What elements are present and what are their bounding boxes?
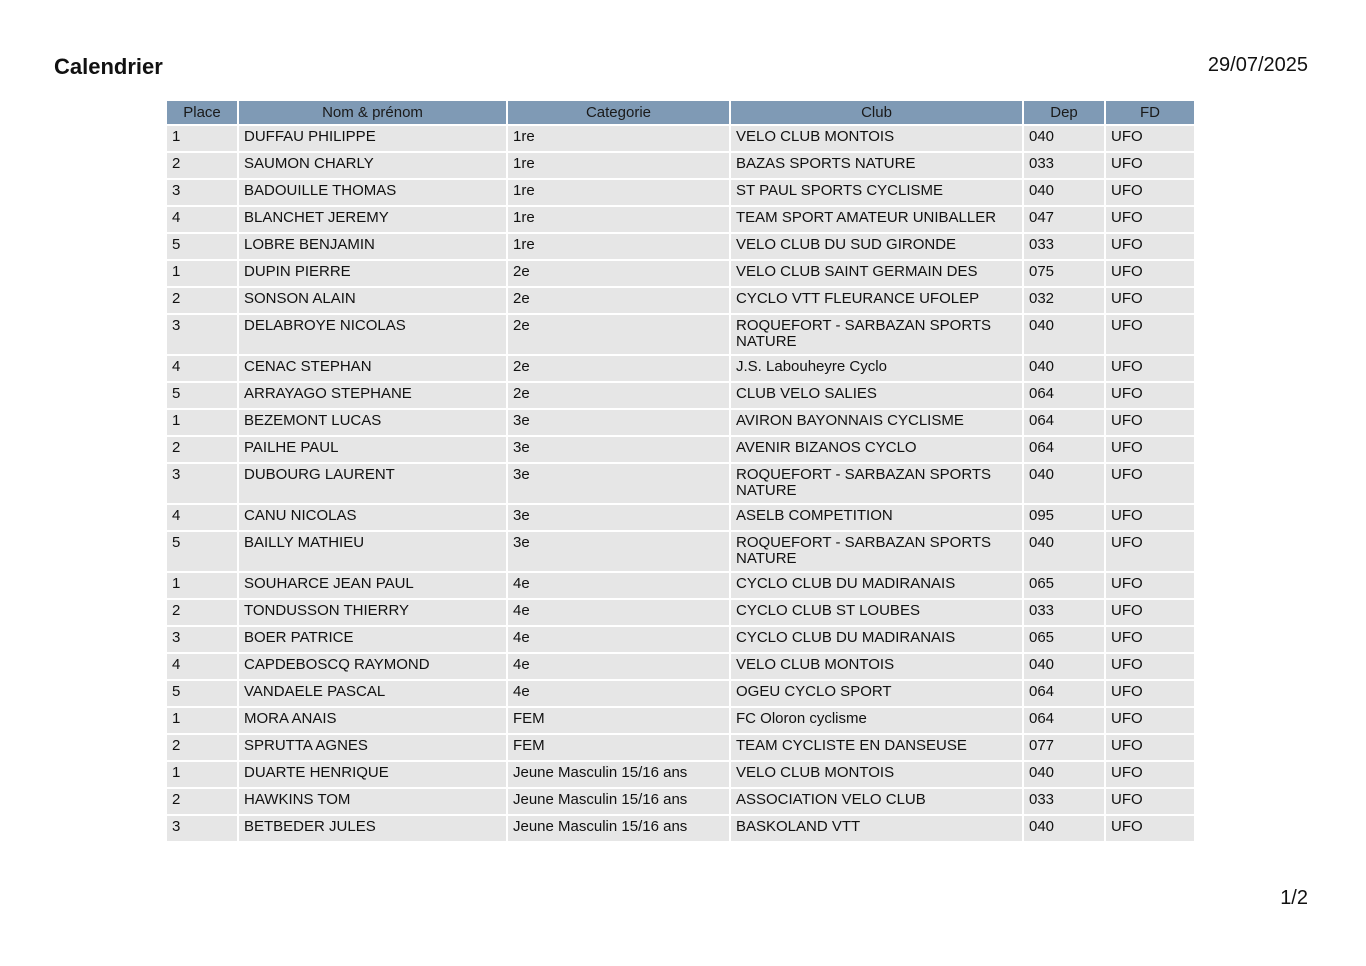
cell-club: ROQUEFORT - SARBAZAN SPORTS NATURE (731, 464, 1022, 503)
cell-club: ASSOCIATION VELO CLUB (731, 789, 1022, 814)
table-row (167, 654, 1194, 679)
cell-dep: 095 (1024, 505, 1104, 530)
cell-club: TEAM SPORT AMATEUR UNIBALLER (731, 207, 1022, 232)
cell-category: Jeune Masculin 15/16 ans (508, 762, 729, 787)
page-title: Calendrier (54, 54, 163, 79)
cell-fd: UFO (1106, 126, 1194, 151)
cell-club: CYCLO CLUB DU MADIRANAIS (731, 627, 1022, 652)
cell-fd: UFO (1106, 261, 1194, 286)
cell-place: 5 (167, 383, 237, 408)
cell-place: 1 (167, 762, 237, 787)
cell-category: 3e (508, 464, 729, 503)
cell-category: 2e (508, 315, 729, 354)
cell-name: BOER PATRICE (239, 627, 506, 652)
cell-fd: UFO (1106, 234, 1194, 259)
cell-fd: UFO (1106, 708, 1194, 733)
table-row (167, 573, 1194, 598)
cell-fd: UFO (1106, 464, 1194, 503)
table-row (167, 532, 1194, 571)
cell-name: BEZEMONT LUCAS (239, 410, 506, 435)
column-header-dep: Dep (1024, 101, 1104, 124)
cell-fd: UFO (1106, 207, 1194, 232)
cell-category: Jeune Masculin 15/16 ans (508, 789, 729, 814)
cell-dep: 032 (1024, 288, 1104, 313)
cell-club: VELO CLUB MONTOIS (731, 654, 1022, 679)
cell-category: 4e (508, 654, 729, 679)
cell-name: DUARTE HENRIQUE (239, 762, 506, 787)
cell-place: 3 (167, 627, 237, 652)
table-row (167, 464, 1194, 503)
cell-club: BASKOLAND VTT (731, 816, 1022, 841)
table-row (167, 153, 1194, 178)
table-row (167, 315, 1194, 354)
cell-category: Jeune Masculin 15/16 ans (508, 816, 729, 841)
cell-dep: 064 (1024, 708, 1104, 733)
cell-dep: 040 (1024, 315, 1104, 354)
cell-club: VELO CLUB MONTOIS (731, 762, 1022, 787)
cell-fd: UFO (1106, 180, 1194, 205)
cell-club: CLUB VELO SALIES (731, 383, 1022, 408)
table-row (167, 180, 1194, 205)
cell-club: CYCLO VTT FLEURANCE UFOLEP (731, 288, 1022, 313)
table-row (167, 789, 1194, 814)
cell-name: SOUHARCE JEAN PAUL (239, 573, 506, 598)
results-table (165, 99, 1196, 843)
cell-category: 2e (508, 288, 729, 313)
cell-fd: UFO (1106, 410, 1194, 435)
table-row (167, 261, 1194, 286)
table-row (167, 383, 1194, 408)
cell-dep: 040 (1024, 356, 1104, 381)
cell-dep: 064 (1024, 681, 1104, 706)
cell-place: 2 (167, 600, 237, 625)
cell-place: 1 (167, 261, 237, 286)
cell-place: 2 (167, 288, 237, 313)
cell-dep: 077 (1024, 735, 1104, 760)
cell-dep: 033 (1024, 600, 1104, 625)
cell-name: BAILLY MATHIEU (239, 532, 506, 571)
cell-fd: UFO (1106, 735, 1194, 760)
cell-fd: UFO (1106, 383, 1194, 408)
cell-place: 3 (167, 315, 237, 354)
cell-category: FEM (508, 735, 729, 760)
cell-place: 1 (167, 573, 237, 598)
table-row (167, 600, 1194, 625)
cell-club: TEAM CYCLISTE EN DANSEUSE (731, 735, 1022, 760)
cell-place: 5 (167, 234, 237, 259)
cell-category: 3e (508, 437, 729, 462)
cell-fd: UFO (1106, 762, 1194, 787)
cell-category: 1re (508, 207, 729, 232)
cell-category: 3e (508, 532, 729, 571)
table-row (167, 288, 1194, 313)
cell-dep: 033 (1024, 153, 1104, 178)
cell-club: ROQUEFORT - SARBAZAN SPORTS NATURE (731, 315, 1022, 354)
cell-dep: 047 (1024, 207, 1104, 232)
cell-place: 4 (167, 654, 237, 679)
cell-dep: 064 (1024, 410, 1104, 435)
column-header-fd: FD (1106, 101, 1194, 124)
cell-name: TONDUSSON THIERRY (239, 600, 506, 625)
table-row (167, 708, 1194, 733)
cell-place: 5 (167, 681, 237, 706)
cell-fd: UFO (1106, 356, 1194, 381)
cell-dep: 064 (1024, 383, 1104, 408)
table-row (167, 126, 1194, 151)
table-row (167, 681, 1194, 706)
cell-dep: 065 (1024, 573, 1104, 598)
cell-category: 1re (508, 234, 729, 259)
cell-name: DUFFAU PHILIPPE (239, 126, 506, 151)
cell-name: VANDAELE PASCAL (239, 681, 506, 706)
cell-category: 1re (508, 180, 729, 205)
table-row (167, 437, 1194, 462)
cell-fd: UFO (1106, 532, 1194, 571)
cell-club: OGEU CYCLO SPORT (731, 681, 1022, 706)
cell-place: 2 (167, 789, 237, 814)
table-row (167, 207, 1194, 232)
column-header-club: Club (731, 101, 1022, 124)
cell-name: HAWKINS TOM (239, 789, 506, 814)
cell-club: AVIRON BAYONNAIS CYCLISME (731, 410, 1022, 435)
cell-category: 4e (508, 681, 729, 706)
cell-fd: UFO (1106, 681, 1194, 706)
table-row (167, 816, 1194, 841)
cell-fd: UFO (1106, 153, 1194, 178)
cell-name: BADOUILLE THOMAS (239, 180, 506, 205)
cell-dep: 040 (1024, 762, 1104, 787)
cell-category: 4e (508, 627, 729, 652)
cell-name: DUPIN PIERRE (239, 261, 506, 286)
cell-category: 2e (508, 261, 729, 286)
table-body (167, 126, 1194, 841)
cell-dep: 040 (1024, 654, 1104, 679)
cell-place: 4 (167, 505, 237, 530)
cell-name: CAPDEBOSCQ RAYMOND (239, 654, 506, 679)
cell-place: 1 (167, 410, 237, 435)
cell-fd: UFO (1106, 789, 1194, 814)
cell-category: 3e (508, 410, 729, 435)
cell-dep: 075 (1024, 261, 1104, 286)
cell-place: 3 (167, 816, 237, 841)
cell-fd: UFO (1106, 816, 1194, 841)
cell-category: 1re (508, 126, 729, 151)
cell-name: CANU NICOLAS (239, 505, 506, 530)
cell-name: BLANCHET JEREMY (239, 207, 506, 232)
cell-category: 4e (508, 573, 729, 598)
cell-club: J.S. Labouheyre Cyclo (731, 356, 1022, 381)
cell-fd: UFO (1106, 627, 1194, 652)
cell-club: BAZAS SPORTS NATURE (731, 153, 1022, 178)
cell-name: LOBRE BENJAMIN (239, 234, 506, 259)
cell-category: FEM (508, 708, 729, 733)
cell-dep: 033 (1024, 234, 1104, 259)
cell-club: ROQUEFORT - SARBAZAN SPORTS NATURE (731, 532, 1022, 571)
cell-name: SAUMON CHARLY (239, 153, 506, 178)
cell-dep: 040 (1024, 816, 1104, 841)
cell-club: ST PAUL SPORTS CYCLISME (731, 180, 1022, 205)
cell-dep: 065 (1024, 627, 1104, 652)
table-row (167, 234, 1194, 259)
cell-place: 3 (167, 464, 237, 503)
document-date: 29/07/2025 (1207, 54, 1308, 76)
cell-fd: UFO (1106, 315, 1194, 354)
cell-fd: UFO (1106, 505, 1194, 530)
cell-name: PAILHE PAUL (239, 437, 506, 462)
table-row (167, 762, 1194, 787)
cell-club: CYCLO CLUB ST LOUBES (731, 600, 1022, 625)
cell-club: VELO CLUB DU SUD GIRONDE (731, 234, 1022, 259)
cell-category: 4e (508, 600, 729, 625)
table-header-row (167, 101, 1194, 124)
cell-place: 1 (167, 126, 237, 151)
cell-club: VELO CLUB SAINT GERMAIN DES (731, 261, 1022, 286)
cell-name: SPRUTTA AGNES (239, 735, 506, 760)
cell-name: MORA ANAIS (239, 708, 506, 733)
cell-fd: UFO (1106, 288, 1194, 313)
cell-name: DELABROYE NICOLAS (239, 315, 506, 354)
cell-club: CYCLO CLUB DU MADIRANAIS (731, 573, 1022, 598)
table-row (167, 410, 1194, 435)
cell-dep: 033 (1024, 789, 1104, 814)
cell-name: CENAC STEPHAN (239, 356, 506, 381)
cell-place: 1 (167, 708, 237, 733)
table-row (167, 505, 1194, 530)
cell-dep: 040 (1024, 180, 1104, 205)
cell-category: 2e (508, 356, 729, 381)
cell-category: 2e (508, 383, 729, 408)
cell-category: 3e (508, 505, 729, 530)
cell-club: VELO CLUB MONTOIS (731, 126, 1022, 151)
cell-dep: 040 (1024, 126, 1104, 151)
table-row (167, 356, 1194, 381)
cell-dep: 040 (1024, 532, 1104, 571)
column-header-category: Categorie (508, 101, 729, 124)
page-number: 1/2 (1280, 887, 1308, 909)
cell-fd: UFO (1106, 573, 1194, 598)
cell-place: 4 (167, 207, 237, 232)
cell-name: SONSON ALAIN (239, 288, 506, 313)
cell-fd: UFO (1106, 654, 1194, 679)
cell-place: 5 (167, 532, 237, 571)
cell-name: ARRAYAGO STEPHANE (239, 383, 506, 408)
cell-club: ASELB COMPETITION (731, 505, 1022, 530)
cell-dep: 064 (1024, 437, 1104, 462)
cell-club: FC Oloron cyclisme (731, 708, 1022, 733)
cell-fd: UFO (1106, 600, 1194, 625)
table-row (167, 627, 1194, 652)
cell-fd: UFO (1106, 437, 1194, 462)
cell-category: 1re (508, 153, 729, 178)
cell-club: AVENIR BIZANOS CYCLO (731, 437, 1022, 462)
cell-place: 4 (167, 356, 237, 381)
column-header-name: Nom & prénom (239, 101, 506, 124)
cell-name: DUBOURG LAURENT (239, 464, 506, 503)
cell-place: 2 (167, 735, 237, 760)
table-row (167, 735, 1194, 760)
cell-name: BETBEDER JULES (239, 816, 506, 841)
cell-place: 2 (167, 437, 237, 462)
cell-place: 3 (167, 180, 237, 205)
column-header-place: Place (167, 101, 237, 124)
cell-dep: 040 (1024, 464, 1104, 503)
cell-place: 2 (167, 153, 237, 178)
